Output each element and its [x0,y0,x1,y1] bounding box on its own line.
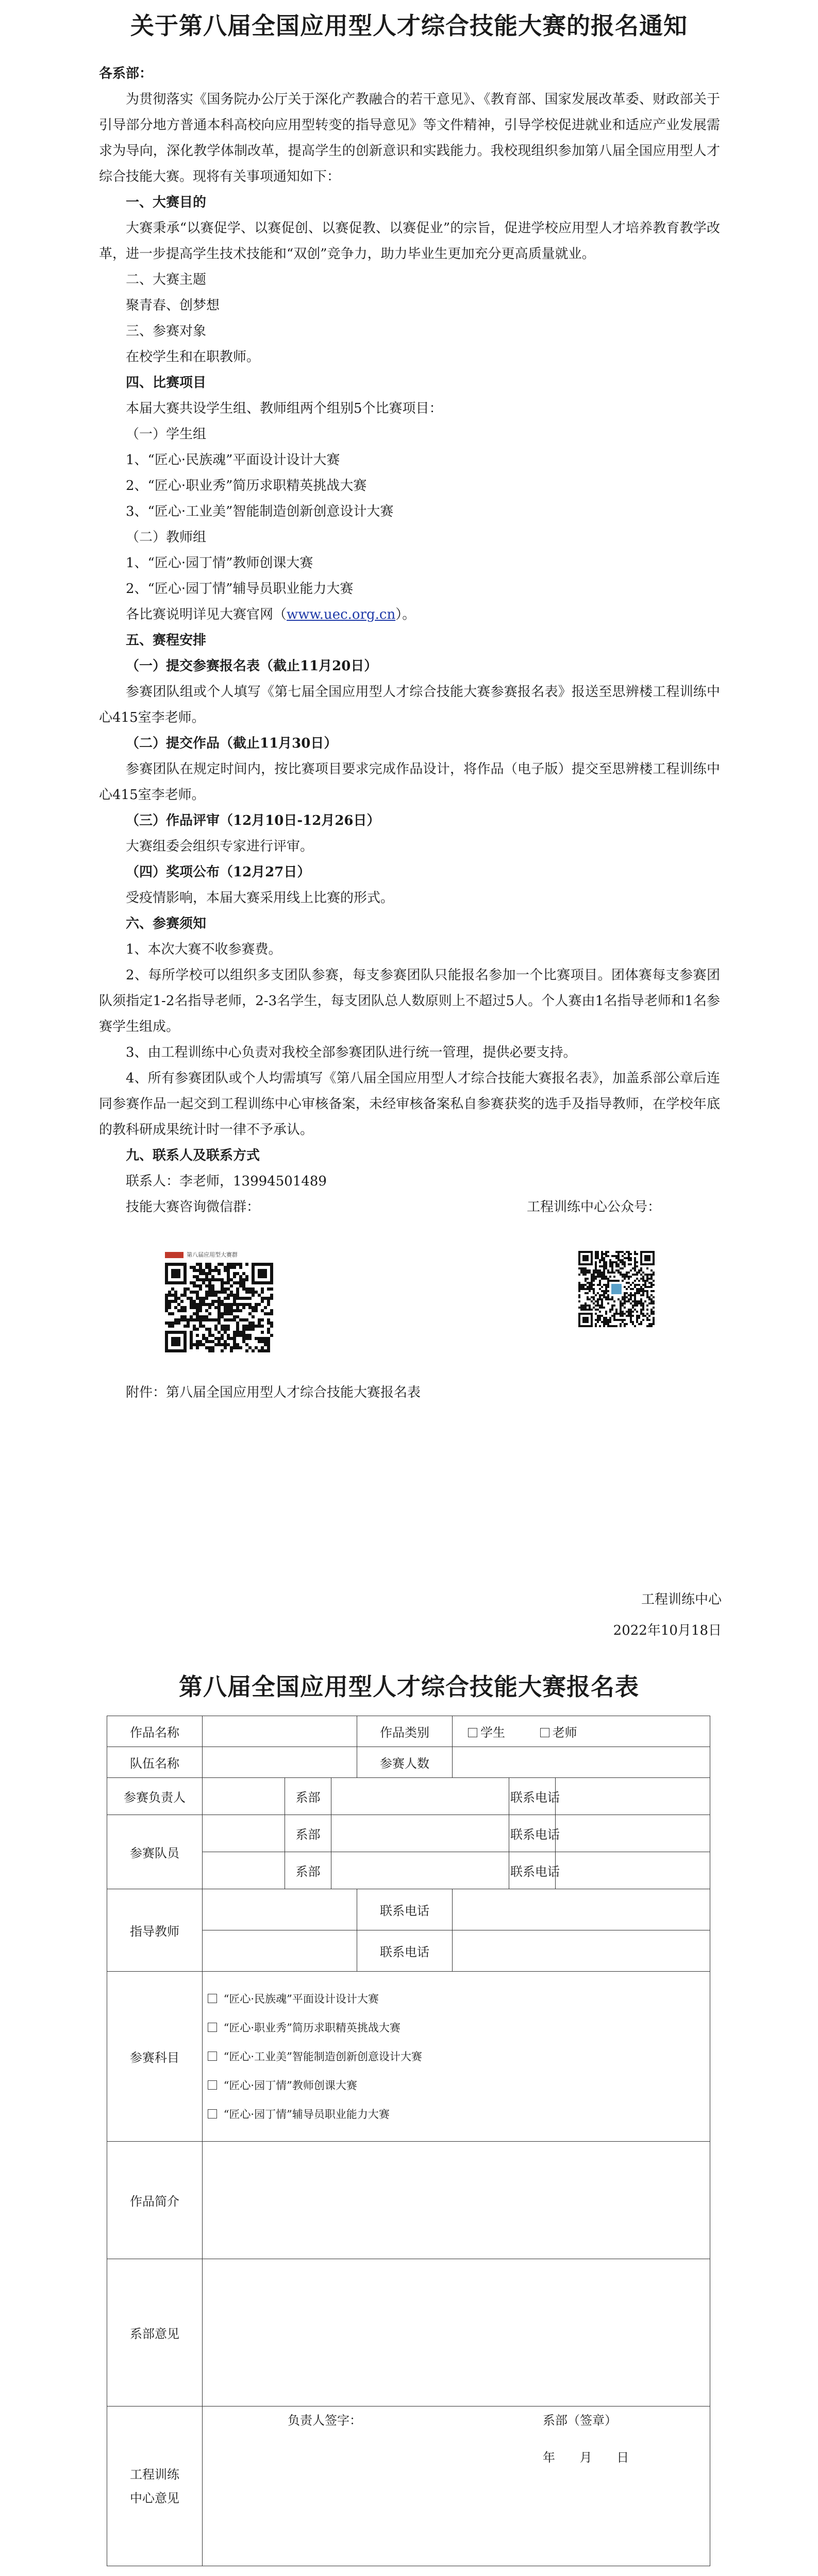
work-name-label: 作品名称 [107,1716,203,1747]
rules-suffix: ）。 [395,607,416,622]
schedule-step-heading: （四）奖项公布（12月27日） [126,865,311,880]
dept-label: 系部 [285,1778,331,1815]
checkbox-icon [540,1728,549,1737]
team-name-label: 队伍名称 [107,1747,203,1778]
rules-prefix: 各比赛说明详见大赛官网（ [126,607,287,622]
salutation: 各系部： [99,66,153,81]
schedule-step-heading: （一）提交参赛报名表（截止11月20日） [126,658,378,674]
sign-date: 2022年10月18日 [613,1623,722,1638]
checkbox-icon [208,2052,217,2061]
student-checkbox[interactable] [468,1725,505,1740]
category-option-label: “匠心·民族魂”平面设计设计大赛 [223,1992,379,2005]
form-title: 第八届全国应用型人才综合技能大赛报名表 [179,1673,639,1701]
section-participants-heading: 三、参赛对象 [126,324,207,339]
sign-org: 工程训练中心 [641,1592,722,1607]
schedule-step-body: 参赛团队在规定时间内，按比赛项目要求完成作品设计，将作品（电子版）提交至思辨楼工程训练中心415室李老师。 [99,761,720,803]
qr-right-label: 工程训练中心公众号： [527,1199,661,1215]
advisor-name-field[interactable] [203,1930,357,1972]
center-opinion-field[interactable] [203,2406,710,2566]
wechat-group-qr[interactable] [165,1251,273,1362]
schedule-step-body: 参赛团队组或个人填写《第七届全国应用型人才综合技能大赛参赛报名表》报送至思辨楼工程训练中心415室李老师。 [99,684,720,725]
rule-item: 3、由工程训练中心负责对我校全部参赛团队进行统一管理，提供必要支持。 [126,1045,577,1060]
advisor-name-field[interactable] [203,1889,357,1930]
teacher-group-heading: （二）教师组 [126,530,207,545]
student-option-label: 学生 [480,1725,505,1740]
section-purpose-body: 大赛秉承“以赛促学、以赛促创、以赛促教、以赛促业”的宗旨，促进学校应用型人才培养教育教学改革，进一步提高学生技术技能和“双创”竞争力，助力毕业生更加充分更高质量就业。 [99,221,720,262]
category-checkbox[interactable] [208,2071,705,2100]
category-option-label: “匠心·园丁情”教师创课大赛 [223,2079,357,2092]
advisor-label: 指导教师 [107,1889,203,1972]
category-option-label: “匠心·园丁情”辅导员职业能力大赛 [223,2108,390,2121]
team-name-field[interactable] [203,1747,357,1778]
phone-label: 联系电话 [357,1930,453,1972]
group-logo-icon [165,1252,183,1258]
schedule-step-body: 大赛组委会组织专家进行评审。 [126,839,314,854]
category-label: 参赛科目 [107,1972,203,2142]
date-line: 年 月 日 [543,2450,629,2465]
category-checkbox[interactable] [208,2042,705,2071]
section-events-body: 本届大赛共设学生组、教师组两个组别5个比赛项目： [126,401,443,416]
notice-title: 关于第八届全国应用型人才综合技能大赛的报名通知 [130,12,688,40]
team-size-label: 参赛人数 [357,1747,453,1778]
rules-line [99,602,720,628]
member-name-field[interactable] [203,1852,285,1889]
member-dept-field[interactable] [331,1852,509,1889]
advisor-phone-field[interactable] [453,1930,710,1972]
checkbox-icon [208,2080,217,2090]
phone-label: 联系电话 [509,1778,556,1815]
qr-banner-text: 第八届应用型大赛群 [187,1251,238,1258]
official-account-qr[interactable] [578,1251,655,1336]
student-event-item: 3、“匠心·工业美”智能制造创新创意设计大赛 [126,504,394,519]
section-schedule-heading: 五、赛程安排 [126,633,207,648]
member-dept-field[interactable] [331,1815,509,1852]
attachment-line: 附件：第八届全国应用型人才综合技能大赛报名表 [126,1385,421,1400]
checkbox-icon [208,1994,217,2003]
dept-opinion-field[interactable] [203,2259,710,2465]
phone-label: 联系电话 [357,1889,453,1930]
teacher-checkbox[interactable] [540,1725,577,1740]
intro-label: 作品简介 [107,2142,203,2259]
team-size-field[interactable] [453,1747,710,1778]
schedule-step-heading: （二）提交作品（截止11月30日） [126,736,338,751]
dept-seal-label: 系部（签章） [543,2413,617,2428]
center-opinion-label: 工程训练中心意见 [107,2406,203,2566]
category-options [203,1972,710,2142]
dept-label: 系部 [285,1852,331,1889]
member-phone-field[interactable] [556,1815,710,1852]
category-checkbox[interactable] [208,1985,705,2013]
work-name-field[interactable] [203,1716,357,1747]
dept-opinion-label: 系部意见 [107,2259,203,2406]
teacher-event-item: 2、“匠心·园丁情”辅导员职业能力大赛 [126,581,354,597]
work-type-options [453,1716,710,1747]
leader-label: 参赛负责人 [107,1778,203,1815]
qr-banner [165,1251,273,1259]
rule-item: 2、每所学校可以组织多支团队参赛，每支参赛团队只能报名参加一个比赛项目。团体赛每支参赛团队须指定1-2名指导老师，2-3名学生，每支团队总人数原则上不超过5人。个人赛由1名指导老师和1名参赛学生组成。 [99,968,720,1035]
section-participants-body: 在校学生和在职教师。 [126,349,260,365]
members-label: 参赛队员 [107,1815,203,1889]
rule-item: 4、所有参赛团队或个人均需填写《第八届全国应用型人才综合技能大赛报名表》，加盖系部公章后连同参赛作品一起交到工程训练中心审核备案，未经审核备案私自参赛获奖的选手及指导教师，在学校年底的教科研成果统计时一律不予承认。 [99,1071,720,1138]
student-group-heading: （一）学生组 [126,427,207,442]
qr-code-icon [578,1251,655,1327]
qr-left-label: 技能大赛咨询微信群： [126,1199,260,1215]
rule-item: 1、本次大赛不收参赛费。 [126,942,282,957]
leader-dept-field[interactable] [331,1778,509,1815]
section-purpose-heading: 一、大赛目的 [126,195,207,210]
dept-label: 系部 [285,1815,331,1852]
category-option-label: “匠心·工业美”智能制造创新创意设计大赛 [223,2050,422,2063]
leader-phone-field[interactable] [556,1778,710,1815]
student-event-item: 2、“匠心·职业秀”简历求职精英挑战大赛 [126,478,367,494]
member-phone-field[interactable] [556,1852,710,1889]
official-site-link[interactable]: www.uec.org.cn [287,607,396,622]
student-event-item: 1、“匠心·民族魂”平面设计设计大赛 [126,452,340,468]
category-option-label: “匠心·职业秀”简历求职精英挑战大赛 [223,2021,400,2034]
contact-line: 联系人：李老师，13994501489 [126,1174,327,1189]
checkbox-icon [468,1728,477,1737]
section-contact-heading: 九、联系人及联系方式 [126,1148,260,1163]
section-events-heading: 四、比赛项目 [126,375,207,391]
checkbox-icon [208,2023,217,2032]
qr-code-row [99,1194,720,1380]
section-theme-heading: 二、大赛主题 [126,272,207,287]
intro-paragraph: 为贯彻落实《国务院办公厅关于深化产教融合的若干意见》、《教育部、国家发展改革委、财政部关于引导部分地方普通本科高校向应用型转变的指导意见》等文件精神，引导学校促进就业和适应产业发展需求为导向，深化教学体制改革，提高学生的创新意识和实践能力。我校现组织参加第八届全国应用型人才综合技能大赛。现将有关事项通知如下： [99,92,720,184]
advisor-phone-field[interactable] [453,1889,710,1930]
checkbox-icon [208,2109,217,2119]
intro-field[interactable] [203,2142,710,2259]
phone-label: 联系电话 [509,1815,556,1852]
teacher-event-item: 1、“匠心·园丁情”教师创课大赛 [126,555,313,571]
category-checkbox[interactable] [208,2013,705,2042]
leader-name-field[interactable] [203,1778,285,1815]
notice-body [99,61,720,1405]
registration-form [107,1716,710,2566]
teacher-option-label: 老师 [552,1725,577,1740]
category-checkbox[interactable] [208,2100,705,2129]
phone-label: 联系电话 [509,1852,556,1889]
qr-code-icon [165,1262,273,1353]
work-type-label: 作品类别 [357,1716,453,1747]
schedule-step-body: 受疫情影响，本届大赛采用线上比赛的形式。 [126,890,394,906]
member-name-field[interactable] [203,1815,285,1852]
schedule-step-heading: （三）作品评审（12月10日-12月26日） [126,813,380,828]
section-theme-body: 聚青春、创梦想 [126,298,220,313]
section-rules-heading: 六、参赛须知 [126,916,207,931]
signer-label: 负责人签字： [288,2413,362,2428]
